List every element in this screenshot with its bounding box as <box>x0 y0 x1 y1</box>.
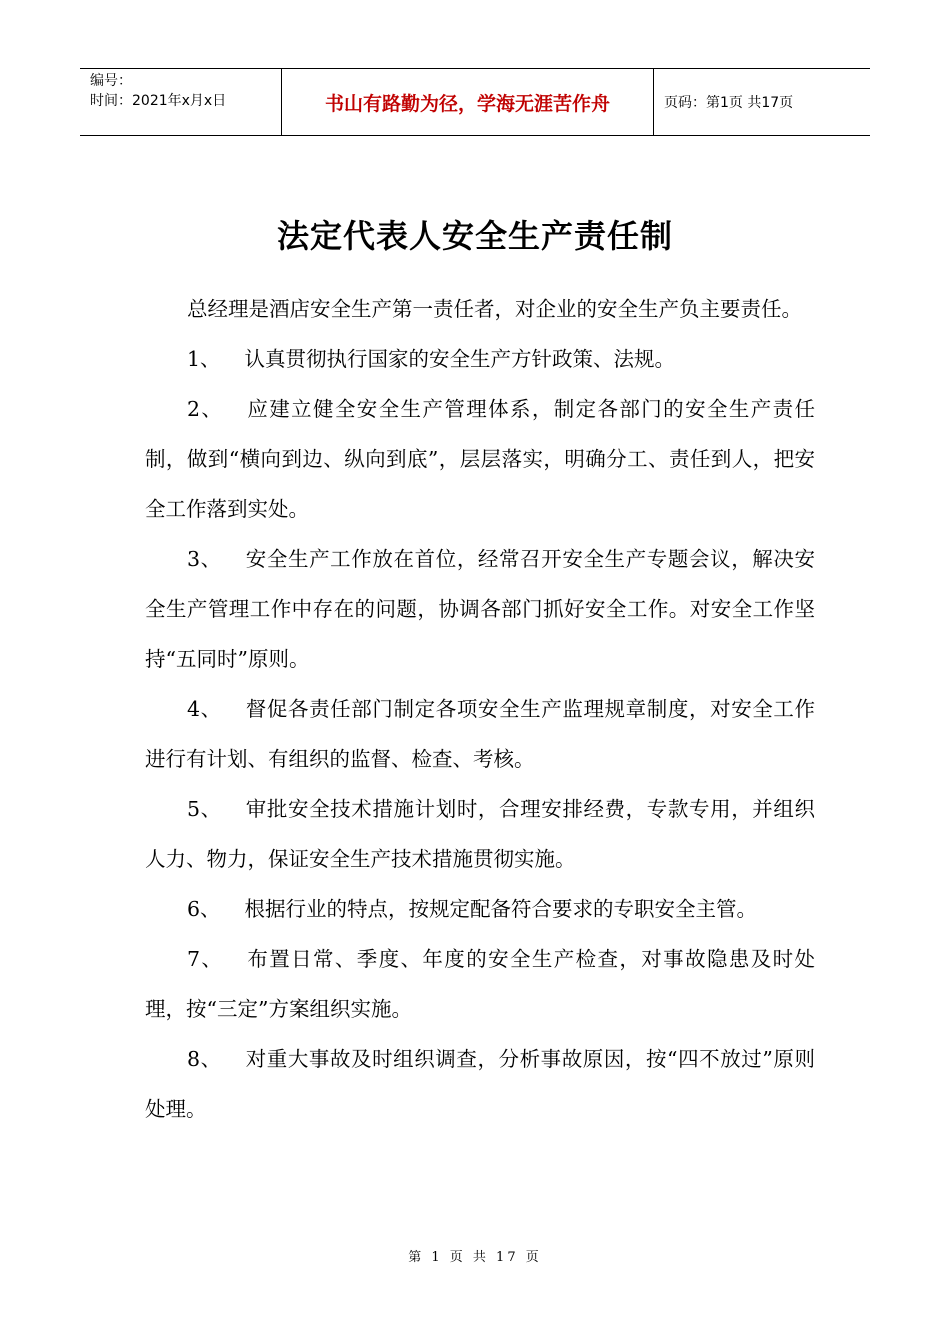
item-number: 8、 <box>187 1047 222 1071</box>
header-page-info: 页码：第1页 共17页 <box>664 95 794 111</box>
item-number: 5、 <box>187 797 222 821</box>
intro-paragraph: 总经理是酒店安全生产第一责任者，对企业的安全生产负主要责任。 <box>187 297 802 321</box>
item-number: 1、 <box>187 347 221 371</box>
list-item <box>145 784 815 884</box>
list-item <box>145 1034 815 1134</box>
page-header <box>80 68 870 136</box>
header-slogan: 书山有路勤为径，学海无涯苦作舟 <box>282 69 654 135</box>
item-text: 安全生产工作放在首位，经常召开安全生产专题会议，解决安全生产管理工作中存在的问题，协调各部门抓好安全工作。对安全工作坚持“五同时”原则。 <box>145 547 816 671</box>
item-text: 根据行业的特点，按规定配备符合要求的专职安全主管。 <box>244 897 758 921</box>
item-number: 6、 <box>187 897 221 921</box>
item-text: 布置日常、季度、年度的安全生产检查，对事故隐患及时处理，按“三定”方案组织实施。 <box>145 947 816 1021</box>
item-number: 3、 <box>187 547 222 571</box>
list-item <box>145 934 815 1034</box>
item-text: 应建立健全安全生产管理体系，制定各部门的安全生产责任制，做到“横向到边、纵向到底”，层层落实，明确分工、责任到人，把安全工作落到实处。 <box>145 397 816 521</box>
item-number: 4、 <box>187 697 222 721</box>
document-date: 时间：2021年x月x日 <box>90 93 227 109</box>
item-number: 2、 <box>187 397 224 421</box>
header-meta <box>80 69 282 135</box>
list-item <box>145 384 815 534</box>
list-item <box>145 884 815 934</box>
item-text: 督促各责任部门制定各项安全生产监理规章制度，对安全工作进行有计划、有组织的监督、检查、考核。 <box>145 697 816 771</box>
document-body <box>145 284 815 1134</box>
item-text: 认真贯彻执行国家的安全生产方针政策、法规。 <box>244 347 676 371</box>
list-item <box>145 534 815 684</box>
list-item <box>145 334 815 384</box>
item-number: 7、 <box>187 947 224 971</box>
item-text: 对重大事故及时组织调查，分析事故原因，按“四不放过”原则处理。 <box>145 1047 815 1121</box>
page-footer: 第 1 页 共 17 页 <box>408 1250 542 1265</box>
document-title: 法定代表人安全生产责任制 <box>276 217 673 255</box>
document-number-label: 编号： <box>90 73 132 89</box>
list-item <box>145 684 815 784</box>
item-text: 审批安全技术措施计划时，合理安排经费，专款专用，并组织人力、物力，保证安全生产技术措施贯彻实施。 <box>145 797 816 871</box>
